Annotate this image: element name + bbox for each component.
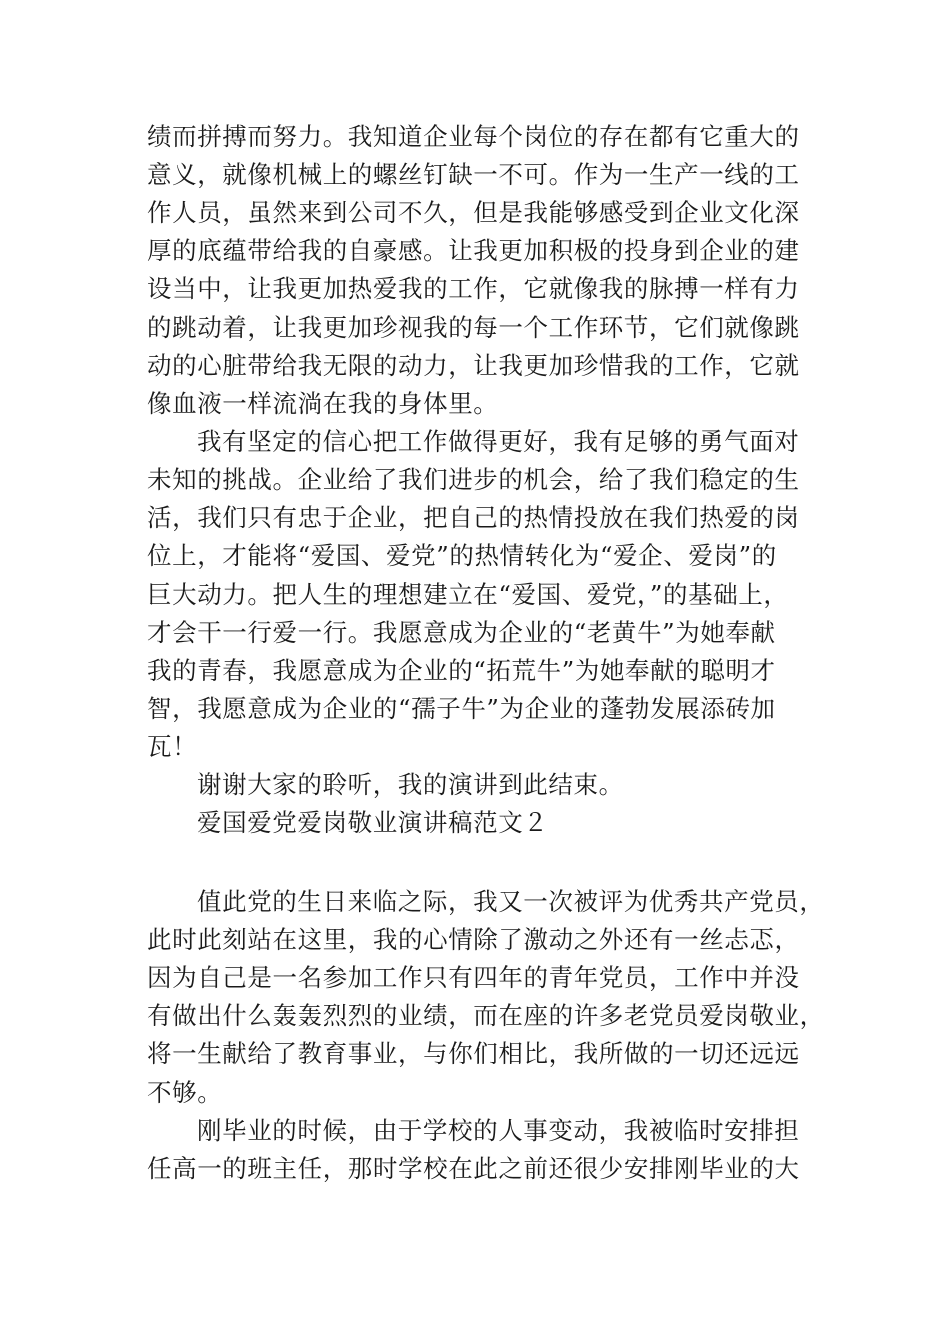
- closing-line: 谢谢大家的聆听，我的演讲到此结束。: [197, 770, 624, 799]
- text-line: 巨大动力。把人生的理想建立在“爱国、爱党，”的基础上，: [147, 580, 789, 609]
- text-line: 位上，才能将“爱国、爱党”的热情转化为“爱企、爱岗”的: [147, 541, 777, 570]
- text-line: 有做出什么轰轰烈烈的业绩，而在座的许多老党员爱岗敬业，: [147, 1001, 825, 1030]
- text-line: 绩而拼搏而努力。我知道企业每个岗位的存在都有它重大的: [147, 122, 800, 151]
- text-line: 我的青春，我愿意成为企业的“拓荒牛”为她奉献的聪明才: [147, 656, 776, 685]
- text-line: 任高一的班主任，那时学校在此之前还很少安排刚毕业的大: [147, 1154, 800, 1183]
- text-line: 活，我们只有忠于企业，把自己的热情投放在我们热爱的岗: [147, 503, 800, 532]
- text-line: 动的心脏带给我无限的动力，让我更加珍惜我的工作，它就: [147, 351, 800, 380]
- text-line: 瓦！: [147, 732, 198, 761]
- text-line: 因为自己是一名参加工作只有四年的青年党员，工作中并没: [147, 963, 800, 992]
- text-line: 我有坚定的信心把工作做得更好，我有足够的勇气面对: [197, 427, 800, 456]
- text-line: 才会干一行爱一行。我愿意成为企业的“老黄牛”为她奉献: [147, 618, 776, 647]
- text-line: 智，我愿意成为企业的“孺子牛”为企业的蓬勃发展添砖加: [147, 694, 776, 723]
- text-line: 作人员，虽然来到公司不久，但是我能够感受到企业文化深: [147, 198, 800, 227]
- text-line: 刚毕业的时候，由于学校的人事变动，我被临时安排担: [197, 1116, 800, 1145]
- text-line: 意义，就像机械上的螺丝钉缺一不可。作为一生产一线的工: [147, 160, 800, 189]
- text-line: 值此党的生日来临之际，我又一次被评为优秀共产党员，: [197, 887, 825, 916]
- text-line: 将一生献给了教育事业，与你们相比，我所做的一切还远远: [147, 1039, 800, 1068]
- text-line: 厚的底蕴带给我的自豪感。让我更加积极的投身到企业的建: [147, 236, 800, 265]
- section-heading: 爱国爱党爱岗敬业演讲稿范文２: [197, 808, 549, 837]
- text-line: 此时此刻站在这里，我的心情除了激动之外还有一丝忐忑，: [147, 925, 800, 954]
- text-line: 的跳动着，让我更加珍视我的每一个工作环节，它们就像跳: [147, 313, 800, 342]
- text-line: 像血液一样流淌在我的身体里。: [147, 389, 499, 418]
- text-line: 不够。: [147, 1078, 223, 1107]
- text-line: 未知的挑战。企业给了我们进步的机会，给了我们稳定的生: [147, 465, 800, 494]
- text-line: 设当中，让我更加热爱我的工作，它就像我的脉搏一样有力: [147, 274, 800, 303]
